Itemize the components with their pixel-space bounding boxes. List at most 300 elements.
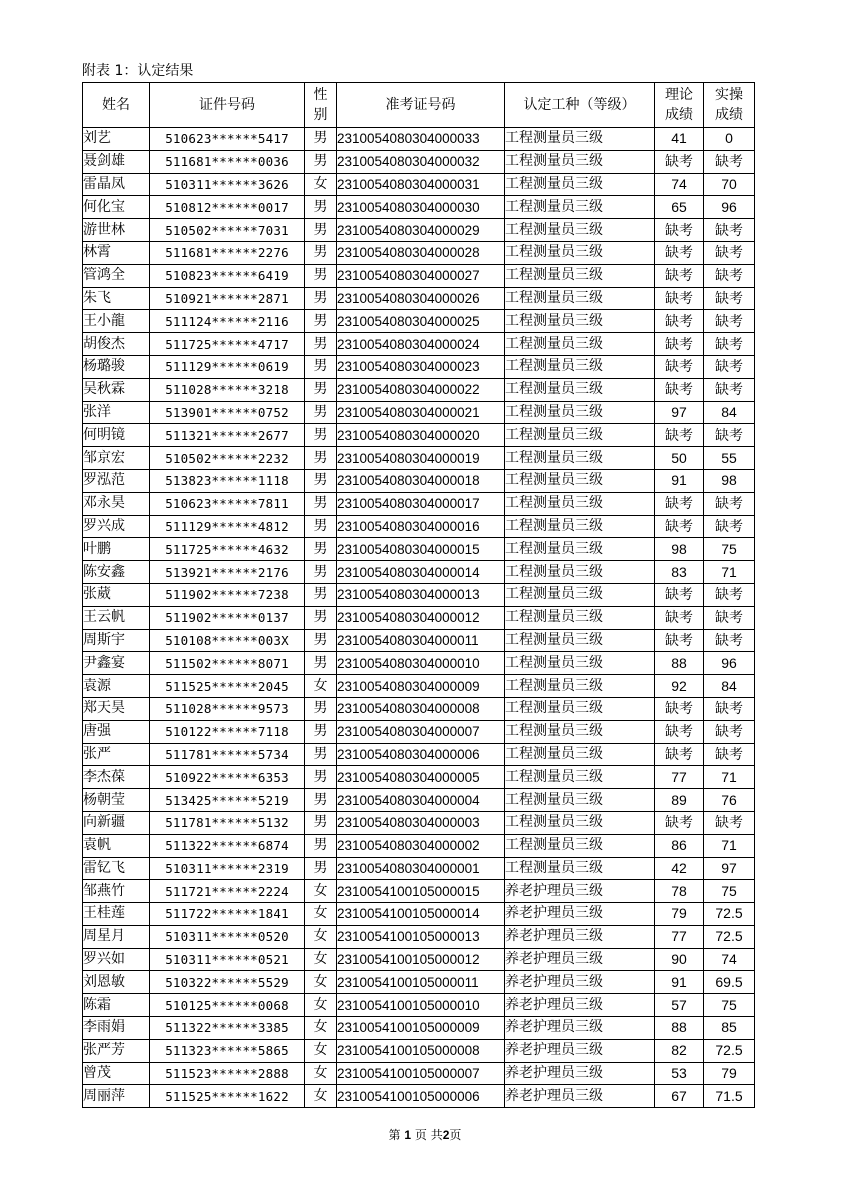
cell-practice-score: 69.5: [704, 971, 755, 994]
cell-gender: 男: [305, 606, 337, 629]
cell-job-type: 工程测量员三级: [505, 720, 655, 743]
cell-id-number: 511502******8071: [150, 652, 305, 675]
table-row: [83, 1039, 755, 1062]
cell-gender: 男: [305, 652, 337, 675]
cell-theory-score: 88: [655, 1017, 704, 1040]
cell-practice-score: 缺考: [704, 287, 755, 310]
cell-job-type: 工程测量员三级: [505, 150, 655, 173]
cell-id-number: 511129******0619: [150, 355, 305, 378]
cell-gender: 女: [305, 173, 337, 196]
cell-ticket-number: 2310054080304000033: [337, 128, 505, 151]
cell-gender: 男: [305, 264, 337, 287]
cell-job-type: 工程测量员三级: [505, 629, 655, 652]
cell-gender: 男: [305, 287, 337, 310]
cell-practice-score: 缺考: [704, 811, 755, 834]
cell-job-type: 工程测量员三级: [505, 606, 655, 629]
cell-job-type: 工程测量员三级: [505, 697, 655, 720]
cell-ticket-number: 2310054080304000001: [337, 857, 505, 880]
cell-ticket-number: 2310054080304000002: [337, 834, 505, 857]
cell-id-number: 510502******2232: [150, 447, 305, 470]
cell-name: 林霄: [83, 241, 150, 264]
cell-gender: 女: [305, 925, 337, 948]
cell-name: 周斯宇: [83, 629, 150, 652]
cell-id-number: 511028******9573: [150, 697, 305, 720]
cell-id-number: 511725******4717: [150, 333, 305, 356]
table-row: [83, 720, 755, 743]
cell-id-number: 511721******2224: [150, 880, 305, 903]
cell-ticket-number: 2310054080304000009: [337, 675, 505, 698]
cell-ticket-number: 2310054080304000010: [337, 652, 505, 675]
table-row: [83, 310, 755, 333]
cell-practice-score: 96: [704, 196, 755, 219]
cell-id-number: 510922******6353: [150, 766, 305, 789]
table-row: [83, 903, 755, 926]
table-row: [83, 469, 755, 492]
table-row: [83, 447, 755, 470]
table-row: [83, 561, 755, 584]
table-row: [83, 150, 755, 173]
cell-theory-score: 缺考: [655, 424, 704, 447]
table-row: [83, 652, 755, 675]
cell-theory-score: 79: [655, 903, 704, 926]
cell-gender: 女: [305, 1085, 337, 1108]
cell-ticket-number: 2310054080304000029: [337, 219, 505, 242]
cell-job-type: 工程测量员三级: [505, 333, 655, 356]
cell-theory-score: 缺考: [655, 310, 704, 333]
cell-id-number: 511525******1622: [150, 1085, 305, 1108]
header-practice: [704, 83, 755, 128]
cell-job-type: 养老护理员三级: [505, 925, 655, 948]
cell-id-number: 510125******0068: [150, 994, 305, 1017]
cell-name: 胡俊杰: [83, 333, 150, 356]
cell-ticket-number: 2310054080304000025: [337, 310, 505, 333]
cell-name: 向新疆: [83, 811, 150, 834]
cell-gender: 男: [305, 355, 337, 378]
cell-name: 邹燕竹: [83, 880, 150, 903]
cell-practice-score: 缺考: [704, 264, 755, 287]
header-gender-line2: 别: [313, 107, 328, 123]
cell-job-type: 工程测量员三级: [505, 811, 655, 834]
cell-gender: 男: [305, 469, 337, 492]
cell-id-number: 511681******0036: [150, 150, 305, 173]
cell-job-type: 工程测量员三级: [505, 515, 655, 538]
cell-ticket-number: 2310054080304000013: [337, 583, 505, 606]
cell-theory-score: 缺考: [655, 150, 704, 173]
cell-practice-score: 缺考: [704, 629, 755, 652]
cell-job-type: 工程测量员三级: [505, 675, 655, 698]
cell-practice-score: 97: [704, 857, 755, 880]
table-row: [83, 880, 755, 903]
cell-name: 张严: [83, 743, 150, 766]
cell-job-type: 工程测量员三级: [505, 424, 655, 447]
cell-theory-score: 89: [655, 789, 704, 812]
cell-theory-score: 缺考: [655, 355, 704, 378]
table-row: [83, 971, 755, 994]
table-row: [83, 606, 755, 629]
cell-job-type: 养老护理员三级: [505, 903, 655, 926]
cell-theory-score: 50: [655, 447, 704, 470]
cell-id-number: 511322******3385: [150, 1017, 305, 1040]
cell-gender: 男: [305, 515, 337, 538]
cell-practice-score: 缺考: [704, 310, 755, 333]
cell-gender: 男: [305, 378, 337, 401]
cell-theory-score: 缺考: [655, 287, 704, 310]
cell-name: 叶鹏: [83, 538, 150, 561]
cell-practice-score: 缺考: [704, 720, 755, 743]
table-row: [83, 424, 755, 447]
cell-ticket-number: 2310054100105000015: [337, 880, 505, 903]
cell-ticket-number: 2310054100105000007: [337, 1062, 505, 1085]
cell-job-type: 工程测量员三级: [505, 264, 655, 287]
cell-practice-score: 72.5: [704, 925, 755, 948]
cell-id-number: 511681******2276: [150, 241, 305, 264]
cell-name: 刘恩敏: [83, 971, 150, 994]
cell-name: 刘艺: [83, 128, 150, 151]
cell-name: 雷晶凤: [83, 173, 150, 196]
cell-practice-score: 55: [704, 447, 755, 470]
table-row: [83, 378, 755, 401]
cell-ticket-number: 2310054080304000007: [337, 720, 505, 743]
cell-theory-score: 缺考: [655, 515, 704, 538]
cell-name: 何化宝: [83, 196, 150, 219]
cell-theory-score: 57: [655, 994, 704, 1017]
cell-gender: 女: [305, 903, 337, 926]
cell-name: 唐强: [83, 720, 150, 743]
cell-job-type: 养老护理员三级: [505, 880, 655, 903]
cell-name: 王桂莲: [83, 903, 150, 926]
cell-id-number: 511124******2116: [150, 310, 305, 333]
page-footer: [0, 1127, 850, 1143]
cell-theory-score: 缺考: [655, 629, 704, 652]
cell-name: 袁源: [83, 675, 150, 698]
cell-name: 罗兴成: [83, 515, 150, 538]
cell-ticket-number: 2310054100105000006: [337, 1085, 505, 1108]
cell-gender: 女: [305, 675, 337, 698]
cell-id-number: 511322******6874: [150, 834, 305, 857]
cell-id-number: 510322******5529: [150, 971, 305, 994]
table-row: [83, 173, 755, 196]
header-theory-line1: 理论: [665, 87, 693, 103]
cell-practice-score: 75: [704, 994, 755, 1017]
cell-gender: 男: [305, 241, 337, 264]
table-row: [83, 629, 755, 652]
header-id: 证件号码: [150, 83, 305, 128]
cell-job-type: 工程测量员三级: [505, 287, 655, 310]
header-practice-line2: 成绩: [715, 107, 743, 123]
cell-ticket-number: 2310054100105000013: [337, 925, 505, 948]
table-row: [83, 766, 755, 789]
cell-practice-score: 70: [704, 173, 755, 196]
table-row: [83, 948, 755, 971]
cell-gender: 男: [305, 310, 337, 333]
header-ticket: 准考证号码: [337, 83, 505, 128]
cell-gender: 女: [305, 1039, 337, 1062]
cell-practice-score: 缺考: [704, 241, 755, 264]
cell-job-type: 工程测量员三级: [505, 241, 655, 264]
cell-job-type: 养老护理员三级: [505, 994, 655, 1017]
header-type: 认定工种（等级）: [505, 83, 655, 128]
cell-job-type: 工程测量员三级: [505, 561, 655, 584]
cell-theory-score: 缺考: [655, 720, 704, 743]
cell-id-number: 511781******5132: [150, 811, 305, 834]
table-row: [83, 128, 755, 151]
cell-theory-score: 41: [655, 128, 704, 151]
cell-ticket-number: 2310054080304000014: [337, 561, 505, 584]
cell-name: 张洋: [83, 401, 150, 424]
cell-theory-score: 91: [655, 469, 704, 492]
table-row: [83, 515, 755, 538]
cell-theory-score: 82: [655, 1039, 704, 1062]
cell-id-number: 510812******0017: [150, 196, 305, 219]
cell-theory-score: 缺考: [655, 219, 704, 242]
cell-name: 杨璐骏: [83, 355, 150, 378]
cell-id-number: 511725******4632: [150, 538, 305, 561]
cell-gender: 男: [305, 219, 337, 242]
cell-theory-score: 67: [655, 1085, 704, 1108]
header-theory: [655, 83, 704, 128]
table-row: [83, 857, 755, 880]
cell-ticket-number: 2310054080304000017: [337, 492, 505, 515]
table-row: [83, 219, 755, 242]
cell-theory-score: 88: [655, 652, 704, 675]
cell-theory-score: 90: [655, 948, 704, 971]
table-header-row: [83, 83, 755, 128]
cell-id-number: 510921******2871: [150, 287, 305, 310]
cell-id-number: 510311******0520: [150, 925, 305, 948]
cell-practice-score: 71: [704, 766, 755, 789]
cell-gender: 男: [305, 789, 337, 812]
cell-ticket-number: 2310054080304000028: [337, 241, 505, 264]
cell-practice-score: 98: [704, 469, 755, 492]
cell-job-type: 工程测量员三级: [505, 469, 655, 492]
cell-gender: 男: [305, 743, 337, 766]
cell-practice-score: 72.5: [704, 903, 755, 926]
cell-gender: 女: [305, 880, 337, 903]
cell-name: 尹鑫宴: [83, 652, 150, 675]
table-row: [83, 492, 755, 515]
cell-job-type: 工程测量员三级: [505, 652, 655, 675]
cell-ticket-number: 2310054100105000009: [337, 1017, 505, 1040]
cell-job-type: 工程测量员三级: [505, 789, 655, 812]
cell-name: 邓永昊: [83, 492, 150, 515]
cell-gender: 男: [305, 333, 337, 356]
cell-theory-score: 83: [655, 561, 704, 584]
cell-job-type: 工程测量员三级: [505, 401, 655, 424]
cell-practice-score: 75: [704, 538, 755, 561]
cell-gender: 男: [305, 447, 337, 470]
table-row: [83, 743, 755, 766]
cell-job-type: 工程测量员三级: [505, 583, 655, 606]
cell-id-number: 511129******4812: [150, 515, 305, 538]
cell-gender: 女: [305, 971, 337, 994]
cell-name: 管鸿全: [83, 264, 150, 287]
cell-job-type: 养老护理员三级: [505, 948, 655, 971]
cell-job-type: 养老护理员三级: [505, 1017, 655, 1040]
cell-name: 袁帆: [83, 834, 150, 857]
cell-ticket-number: 2310054080304000018: [337, 469, 505, 492]
cell-practice-score: 缺考: [704, 150, 755, 173]
cell-job-type: 工程测量员三级: [505, 355, 655, 378]
footer-page-number: 1: [404, 1128, 412, 1142]
table-row: [83, 1085, 755, 1108]
table-row: [83, 333, 755, 356]
cell-practice-score: 74: [704, 948, 755, 971]
results-table: [82, 82, 755, 1108]
cell-name: 杨朝莹: [83, 789, 150, 812]
cell-job-type: 工程测量员三级: [505, 310, 655, 333]
cell-practice-score: 缺考: [704, 515, 755, 538]
table-caption: 附表 1：认定结果: [82, 63, 194, 79]
cell-theory-score: 缺考: [655, 583, 704, 606]
cell-practice-score: 缺考: [704, 333, 755, 356]
cell-theory-score: 缺考: [655, 378, 704, 401]
cell-ticket-number: 2310054080304000022: [337, 378, 505, 401]
table-row: [83, 355, 755, 378]
cell-practice-score: 缺考: [704, 697, 755, 720]
cell-gender: 男: [305, 629, 337, 652]
cell-practice-score: 84: [704, 675, 755, 698]
cell-practice-score: 96: [704, 652, 755, 675]
cell-id-number: 510311******2319: [150, 857, 305, 880]
table-row: [83, 834, 755, 857]
cell-id-number: 510623******5417: [150, 128, 305, 151]
cell-name: 王云帆: [83, 606, 150, 629]
cell-theory-score: 77: [655, 766, 704, 789]
cell-job-type: 工程测量员三级: [505, 447, 655, 470]
cell-practice-score: 缺考: [704, 378, 755, 401]
cell-ticket-number: 2310054100105000008: [337, 1039, 505, 1062]
cell-gender: 男: [305, 128, 337, 151]
cell-practice-score: 84: [704, 401, 755, 424]
cell-name: 曾茂: [83, 1062, 150, 1085]
cell-name: 张葳: [83, 583, 150, 606]
cell-name: 何明镜: [83, 424, 150, 447]
cell-name: 游世林: [83, 219, 150, 242]
cell-name: 李雨娟: [83, 1017, 150, 1040]
cell-ticket-number: 2310054100105000011: [337, 971, 505, 994]
cell-job-type: 工程测量员三级: [505, 173, 655, 196]
cell-theory-score: 97: [655, 401, 704, 424]
table-row: [83, 264, 755, 287]
cell-job-type: 工程测量员三级: [505, 857, 655, 880]
cell-ticket-number: 2310054080304000008: [337, 697, 505, 720]
table-row: [83, 925, 755, 948]
cell-theory-score: 缺考: [655, 606, 704, 629]
cell-id-number: 513901******0752: [150, 401, 305, 424]
cell-gender: 男: [305, 561, 337, 584]
cell-name: 邹京宏: [83, 447, 150, 470]
cell-theory-score: 77: [655, 925, 704, 948]
cell-ticket-number: 2310054100105000014: [337, 903, 505, 926]
cell-ticket-number: 2310054080304000006: [337, 743, 505, 766]
cell-ticket-number: 2310054080304000016: [337, 515, 505, 538]
cell-practice-score: 76: [704, 789, 755, 812]
cell-practice-score: 缺考: [704, 355, 755, 378]
cell-job-type: 工程测量员三级: [505, 743, 655, 766]
cell-id-number: 513921******2176: [150, 561, 305, 584]
cell-id-number: 510823******6419: [150, 264, 305, 287]
cell-theory-score: 78: [655, 880, 704, 903]
cell-gender: 男: [305, 697, 337, 720]
cell-id-number: 510502******7031: [150, 219, 305, 242]
cell-ticket-number: 2310054080304000011: [337, 629, 505, 652]
cell-practice-score: 85: [704, 1017, 755, 1040]
cell-id-number: 511028******3218: [150, 378, 305, 401]
cell-id-number: 513823******1118: [150, 469, 305, 492]
cell-name: 聂剑雄: [83, 150, 150, 173]
table-row: [83, 196, 755, 219]
table-row: [83, 697, 755, 720]
cell-job-type: 工程测量员三级: [505, 128, 655, 151]
cell-job-type: 养老护理员三级: [505, 1062, 655, 1085]
cell-practice-score: 0: [704, 128, 755, 151]
cell-ticket-number: 2310054080304000021: [337, 401, 505, 424]
cell-practice-score: 缺考: [704, 606, 755, 629]
cell-ticket-number: 2310054080304000030: [337, 196, 505, 219]
table-row: [83, 1017, 755, 1040]
cell-name: 周星月: [83, 925, 150, 948]
cell-ticket-number: 2310054080304000024: [337, 333, 505, 356]
cell-job-type: 工程测量员三级: [505, 492, 655, 515]
cell-name: 雷钇飞: [83, 857, 150, 880]
cell-gender: 男: [305, 766, 337, 789]
cell-job-type: 工程测量员三级: [505, 538, 655, 561]
cell-theory-score: 86: [655, 834, 704, 857]
cell-id-number: 511525******2045: [150, 675, 305, 698]
cell-ticket-number: 2310054080304000027: [337, 264, 505, 287]
cell-ticket-number: 2310054080304000031: [337, 173, 505, 196]
cell-gender: 男: [305, 811, 337, 834]
footer-middle: 页 共: [414, 1128, 443, 1142]
table-row: [83, 811, 755, 834]
cell-practice-score: 缺考: [704, 424, 755, 447]
cell-practice-score: 71.5: [704, 1085, 755, 1108]
cell-gender: 男: [305, 857, 337, 880]
cell-name: 罗兴如: [83, 948, 150, 971]
table-body: [83, 128, 755, 1108]
table-row: [83, 287, 755, 310]
cell-ticket-number: 2310054080304000015: [337, 538, 505, 561]
cell-name: 周丽萍: [83, 1085, 150, 1108]
cell-job-type: 工程测量员三级: [505, 196, 655, 219]
cell-id-number: 510623******7811: [150, 492, 305, 515]
cell-gender: 男: [305, 150, 337, 173]
cell-id-number: 513425******5219: [150, 789, 305, 812]
cell-job-type: 工程测量员三级: [505, 834, 655, 857]
cell-practice-score: 79: [704, 1062, 755, 1085]
cell-theory-score: 74: [655, 173, 704, 196]
cell-ticket-number: 2310054080304000004: [337, 789, 505, 812]
cell-ticket-number: 2310054080304000012: [337, 606, 505, 629]
cell-theory-score: 缺考: [655, 811, 704, 834]
cell-gender: 男: [305, 720, 337, 743]
cell-theory-score: 42: [655, 857, 704, 880]
cell-name: 郑天昊: [83, 697, 150, 720]
cell-name: 陈安鑫: [83, 561, 150, 584]
cell-id-number: 511902******7238: [150, 583, 305, 606]
cell-id-number: 510108******003X: [150, 629, 305, 652]
table-row: [83, 401, 755, 424]
cell-gender: 女: [305, 948, 337, 971]
table-row: [83, 675, 755, 698]
cell-ticket-number: 2310054080304000005: [337, 766, 505, 789]
cell-gender: 男: [305, 401, 337, 424]
cell-gender: 男: [305, 424, 337, 447]
cell-theory-score: 53: [655, 1062, 704, 1085]
cell-id-number: 511321******2677: [150, 424, 305, 447]
cell-practice-score: 75: [704, 880, 755, 903]
cell-name: 陈霜: [83, 994, 150, 1017]
